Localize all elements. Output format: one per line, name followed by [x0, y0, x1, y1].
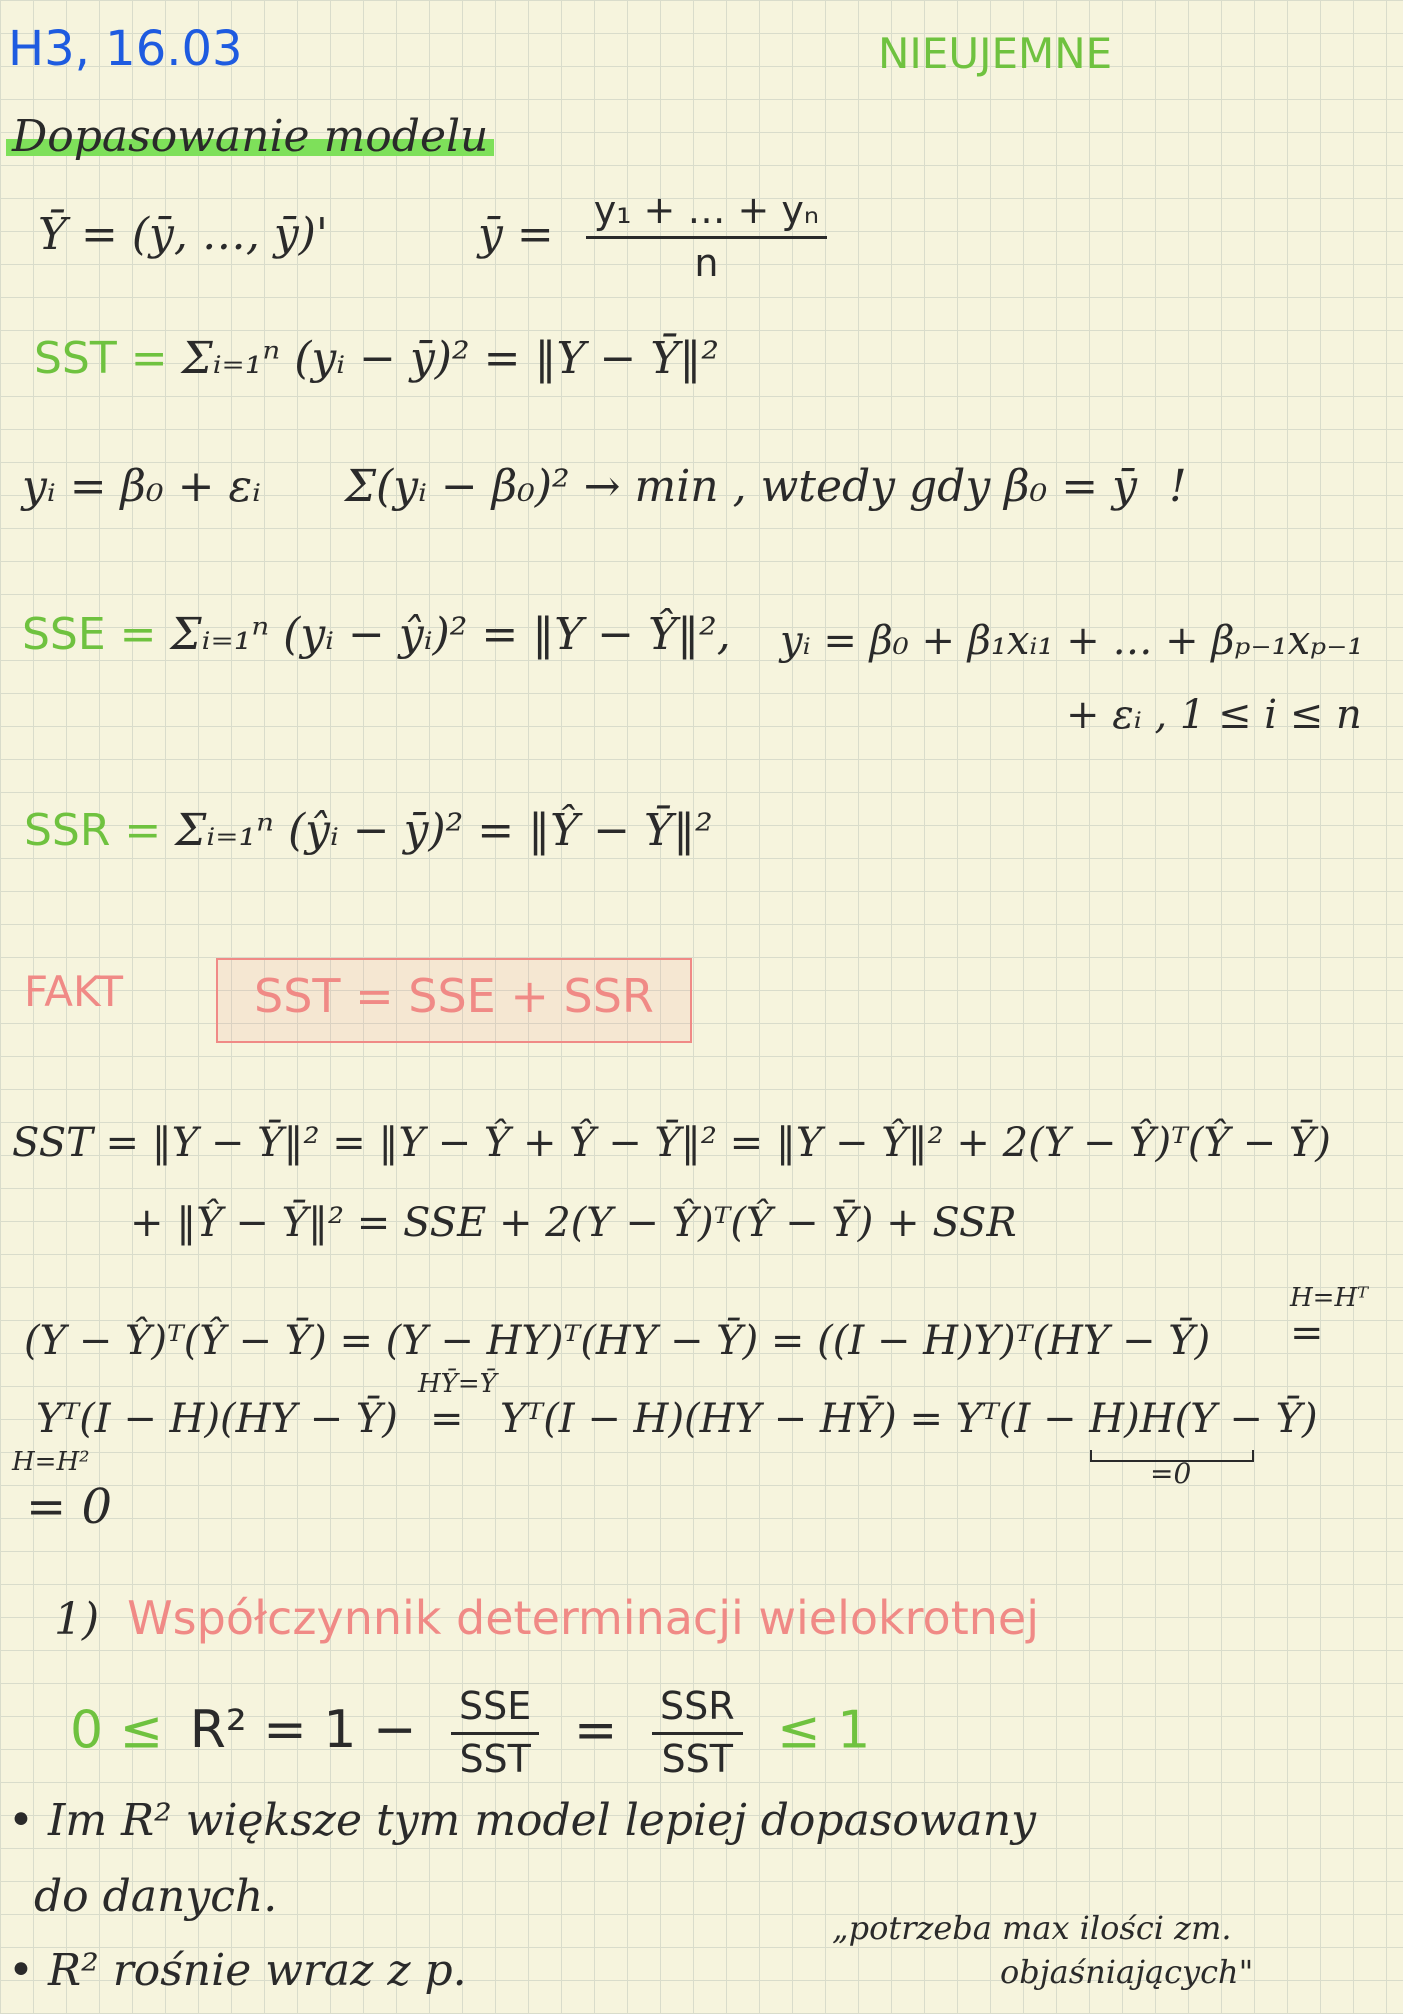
section-title — [6, 112, 494, 163]
r2-frac1-den: SST — [459, 1736, 531, 1781]
intercept-mark: ! — [1168, 461, 1187, 512]
sse-definition — [22, 610, 731, 661]
r2-fraction-sse — [451, 1686, 539, 1781]
proof-line-3-eq: = — [1290, 1310, 1324, 1356]
r2-fraction-ssr — [652, 1686, 743, 1781]
proof-line-2: + ‖Ŷ − Ȳ‖² = SSE + 2(Y − Ŷ)ᵀ(Ŷ − Ȳ) + SSR — [130, 1200, 1017, 1246]
proof-line-4-eq: = — [430, 1396, 464, 1442]
r2-definition: R² = 1 − — [189, 1700, 417, 1761]
coefficient-number: 1) — [54, 1594, 100, 1645]
proof-line-5: = 0 — [26, 1479, 113, 1535]
proof-line-4b: Yᵀ(I − H)(HY − HȲ) = Yᵀ(I − H)H(Y − Ȳ) — [500, 1396, 1318, 1442]
bullet-2: • R² rośnie wraz z p. — [8, 1945, 467, 1996]
mean-label: ȳ = — [478, 208, 554, 260]
proof-line-3: (Y − Ŷ)ᵀ(Ŷ − Ȳ) = (Y − HY)ᵀ(HY − Ȳ) = ((I − H)Y)ᵀ(HY − Ȳ) — [24, 1318, 1211, 1364]
mean-vector: Ȳ = (ȳ, …, ȳ)' — [38, 209, 328, 260]
r2-frac1-num: SSE — [451, 1686, 539, 1735]
lecture-tag: H3, 16.03 — [8, 21, 243, 77]
status-tag: NIEUJEMNE — [878, 29, 1113, 78]
side-quote-cont: objaśniających" — [1000, 1953, 1254, 1991]
side-quote: „potrzeba max ilości zm. — [832, 1909, 1232, 1947]
sst-definition — [34, 334, 719, 385]
ssr-formula: Σᵢ₌₁ⁿ (ŷᵢ − ȳ)² = ‖Ŷ − Ȳ‖² — [175, 805, 713, 856]
fact-equation-box: SST = SSE + SSR — [216, 958, 692, 1043]
proof-line-4a: Yᵀ(I − H)(HY − Ȳ) — [36, 1396, 398, 1442]
section-title-text: Dopasowanie modelu — [6, 111, 494, 162]
mean-fraction — [586, 190, 827, 285]
bullet-1: • Im R² większe tym model lepiej dopasowany — [8, 1795, 1036, 1846]
mean-numerator: y₁ + … + yₙ — [586, 190, 827, 239]
r2-lower-bound: 0 ≤ — [70, 1700, 164, 1761]
ssr-definition — [24, 806, 713, 857]
r2-frac2-den: SST — [661, 1736, 734, 1781]
sse-formula: Σᵢ₌₁ⁿ (yᵢ − ŷᵢ)² = ‖Y − Ŷ‖², — [170, 609, 731, 660]
bullet-1-cont: do danych. — [34, 1871, 278, 1922]
proof-line-5-note: H=H² — [12, 1447, 90, 1477]
fact-label: FAKT — [24, 967, 123, 1016]
sst-formula: Σᵢ₌₁ⁿ (yᵢ − ȳ)² = ‖Y − Ȳ‖² — [181, 333, 720, 384]
r2-upper-bound: ≤ 1 — [777, 1700, 871, 1761]
sse-label: SSE = — [22, 609, 157, 660]
intercept-model-eq: yᵢ = β₀ + εᵢ — [22, 461, 261, 512]
mean-definition — [478, 190, 845, 285]
full-model: yᵢ = β₀ + β₁xᵢ₁ + … + βₚ₋₁xₚ₋₁ — [780, 618, 1364, 664]
proof-line-1: SST = ‖Y − Ȳ‖² = ‖Y − Ŷ + Ŷ − Ȳ‖² = ‖Y − Ŷ‖² + 2(Y − Ŷ)ᵀ(Ŷ − Ȳ) — [12, 1120, 1331, 1166]
r2-formula — [70, 1686, 870, 1781]
r2-equals: = — [573, 1700, 618, 1761]
coefficient-title: Współczynnik determinacji wielokrotnej — [127, 1591, 1039, 1645]
sst-label: SST = — [34, 333, 168, 384]
coefficient-heading — [54, 1592, 1039, 1646]
ssr-label: SSR = — [24, 805, 162, 856]
r2-frac2-num: SSR — [652, 1686, 743, 1735]
intercept-when: , wtedy gdy β₀ = ȳ — [732, 461, 1137, 512]
intercept-model — [22, 462, 1187, 513]
proof-underbrace-note: =0 — [1150, 1457, 1192, 1490]
full-model-cont: + εᵢ , 1 ≤ i ≤ n — [1066, 692, 1362, 738]
proof-line-3-note: H=Hᵀ — [1290, 1283, 1369, 1313]
mean-denominator: n — [694, 240, 719, 285]
proof-line-4-note: HȲ=Ȳ — [418, 1369, 497, 1399]
intercept-min: Σ(yᵢ − β₀)² → min — [344, 461, 719, 512]
